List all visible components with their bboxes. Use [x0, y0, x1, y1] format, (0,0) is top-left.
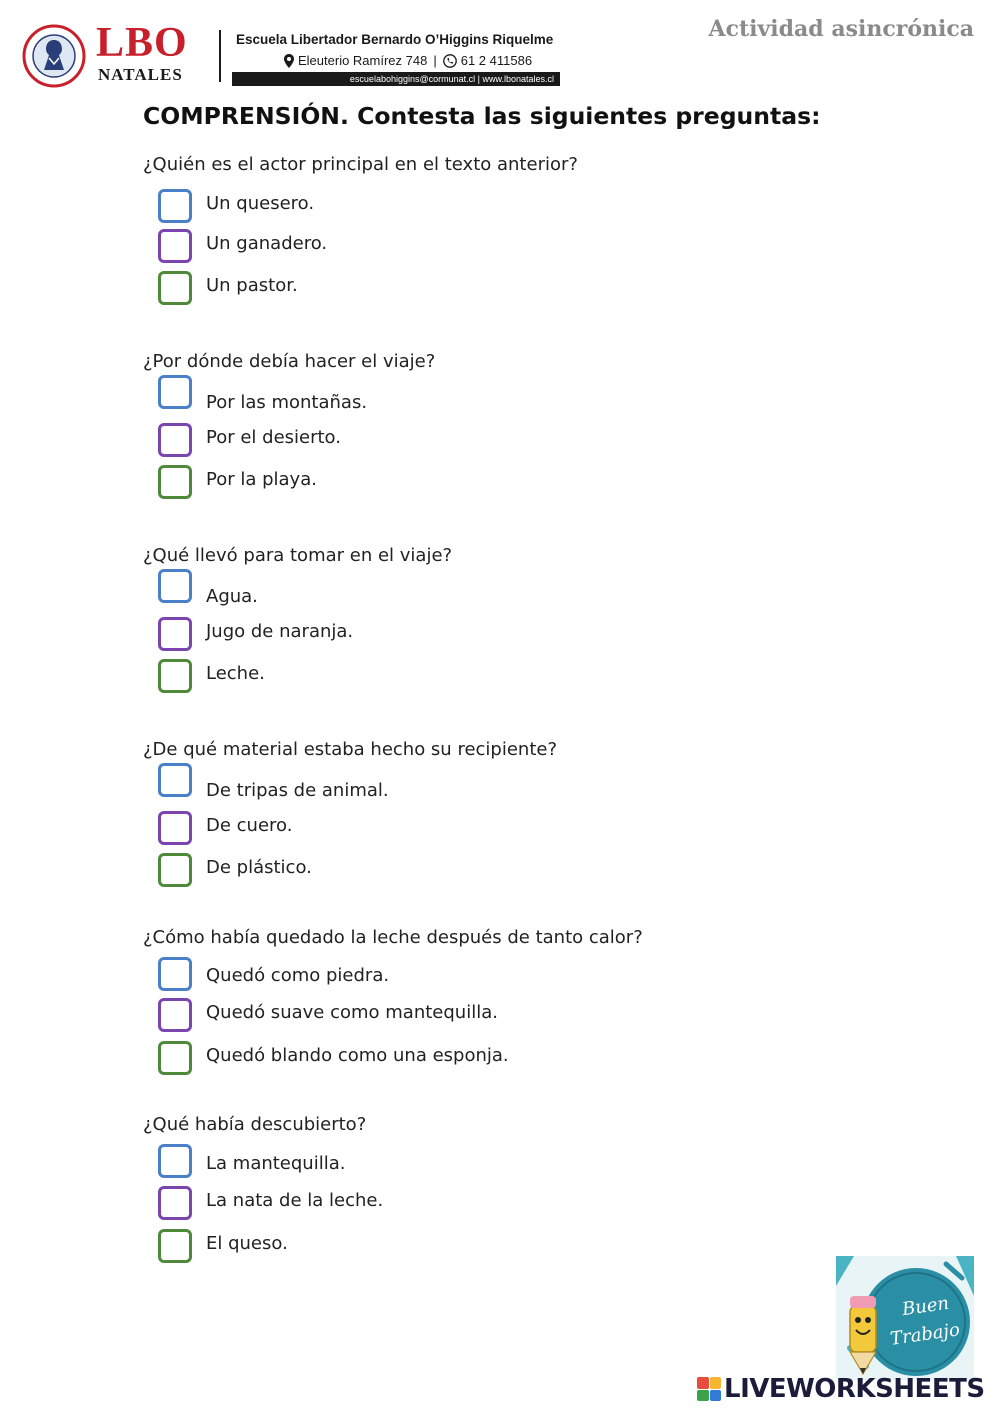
option-label: Por las montañas. — [206, 392, 368, 413]
option-label: Quedó blando como una esponja. — [206, 1045, 509, 1066]
question-1: ¿Quién es el actor principal en el texto anterior? — [143, 154, 578, 175]
question-5: ¿Cómo había quedado la leche después de tanto calor? — [143, 927, 643, 948]
checkbox[interactable] — [158, 811, 192, 845]
option-label: La mantequilla. — [206, 1153, 346, 1174]
sticker-text-line1: Buen — [900, 1292, 951, 1321]
location-pin-icon — [284, 54, 294, 68]
brand-text: LIVEWORKSHEETS — [724, 1374, 985, 1404]
question-3: ¿Qué llevó para tomar en el viaje? — [143, 545, 453, 566]
question-4: ¿De qué material estaba hecho su recipiente? — [143, 739, 558, 760]
liveworksheets-brand — [697, 1374, 985, 1404]
liveworksheets-logo-icon — [697, 1377, 721, 1401]
question-2: ¿Por dónde debía hacer el viaje? — [143, 351, 436, 372]
page-title: COMPRENSIÓN. Contesta las siguientes preguntas: — [143, 102, 821, 130]
header-divider — [219, 30, 221, 82]
logo-subtext: NATALES — [98, 65, 183, 84]
phone-icon — [443, 54, 457, 68]
activity-label: Actividad asincrónica — [708, 16, 974, 42]
checkbox[interactable] — [158, 957, 192, 991]
checkbox[interactable] — [158, 229, 192, 263]
option-label: Un pastor. — [206, 275, 298, 296]
option-label: Por el desierto. — [206, 427, 341, 448]
address-line — [284, 53, 532, 68]
option-label: Un quesero. — [206, 193, 315, 214]
option-label: De plástico. — [206, 857, 312, 878]
school-seal — [22, 24, 86, 88]
checkbox[interactable] — [158, 998, 192, 1032]
option-label: Leche. — [206, 663, 265, 684]
checkbox[interactable] — [158, 375, 192, 409]
checkbox[interactable] — [158, 423, 192, 457]
checkbox[interactable] — [158, 659, 192, 693]
checkbox[interactable] — [158, 617, 192, 651]
checkbox[interactable] — [158, 853, 192, 887]
option-label: El queso. — [206, 1233, 288, 1254]
checkbox[interactable] — [158, 1229, 192, 1263]
question-6: ¿Qué había descubierto? — [143, 1114, 367, 1135]
contact-bar: escuelabohiggins@cormunat.cl | www.lbonatales.cl — [232, 72, 560, 86]
option-label: Quedó como piedra. — [206, 965, 390, 986]
checkbox[interactable] — [158, 1041, 192, 1075]
checkbox[interactable] — [158, 569, 192, 603]
good-work-sticker — [836, 1256, 974, 1380]
sticker-text-line2: Trabajo — [888, 1319, 962, 1350]
checkbox[interactable] — [158, 465, 192, 499]
option-label: De cuero. — [206, 815, 293, 836]
option-label: Un ganadero. — [206, 233, 328, 254]
option-label: Por la playa. — [206, 469, 317, 490]
checkbox[interactable] — [158, 271, 192, 305]
address: Eleuterio Ramírez 748 — [298, 53, 428, 68]
logo-text: LBO — [96, 20, 188, 66]
option-label: Quedó suave como mantequilla. — [206, 1002, 498, 1023]
option-label: De tripas de animal. — [206, 780, 389, 801]
option-label: La nata de la leche. — [206, 1190, 384, 1211]
address-separator: | — [433, 53, 437, 68]
phone: 61 2 411586 — [460, 53, 533, 68]
school-name: Escuela Libertador Bernardo O’Higgins Riquelme — [236, 32, 554, 47]
option-label: Agua. — [206, 586, 258, 607]
option-label: Jugo de naranja. — [206, 621, 354, 642]
checkbox[interactable] — [158, 1144, 192, 1178]
checkbox[interactable] — [158, 189, 192, 223]
checkbox[interactable] — [158, 763, 192, 797]
checkbox[interactable] — [158, 1186, 192, 1220]
